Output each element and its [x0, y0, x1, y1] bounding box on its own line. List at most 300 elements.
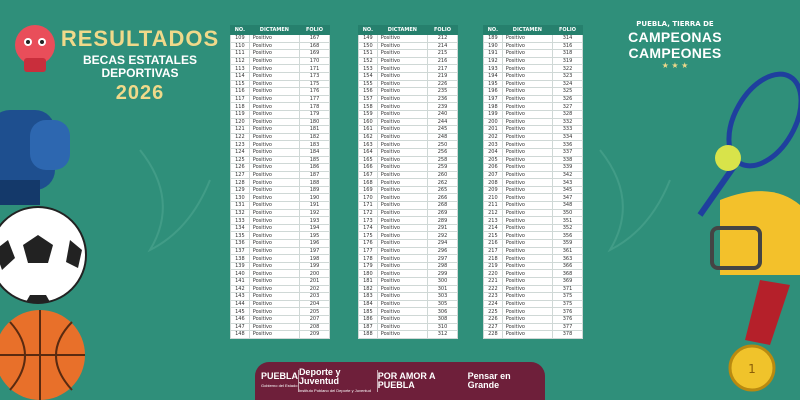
table-row	[231, 224, 330, 232]
row-dictamen: Positivo	[502, 331, 552, 339]
row-dictamen: Positivo	[502, 270, 552, 278]
table-row	[484, 323, 583, 331]
table-row	[359, 156, 458, 164]
row-folio: 312	[428, 331, 458, 339]
row-dictamen: Positivo	[249, 126, 299, 134]
table-row	[231, 110, 330, 118]
row-folio: 334	[553, 133, 583, 141]
row-dictamen: Positivo	[377, 209, 427, 217]
row-number: 206	[484, 164, 503, 172]
row-number: 210	[484, 194, 503, 202]
subtitle-line2: DEPORTIVAS	[101, 66, 179, 80]
row-dictamen: Positivo	[502, 148, 552, 156]
row-number: 144	[231, 300, 250, 308]
table-row	[484, 278, 583, 286]
row-folio: 188	[300, 179, 330, 187]
row-number: 125	[231, 156, 250, 164]
row-dictamen: Positivo	[502, 57, 552, 65]
row-dictamen: Positivo	[377, 148, 427, 156]
row-number: 134	[231, 224, 250, 232]
row-dictamen: Positivo	[502, 88, 552, 96]
row-dictamen: Positivo	[249, 133, 299, 141]
table-row	[484, 315, 583, 323]
row-dictamen: Positivo	[502, 65, 552, 73]
row-dictamen: Positivo	[502, 141, 552, 149]
row-folio: 327	[553, 103, 583, 111]
row-folio: 376	[553, 308, 583, 316]
table-row	[484, 262, 583, 270]
row-number: 176	[359, 240, 378, 248]
row-number: 168	[359, 179, 378, 187]
table-row	[484, 194, 583, 202]
table-row	[484, 95, 583, 103]
table-row	[359, 224, 458, 232]
row-folio: 248	[428, 133, 458, 141]
table-row	[484, 331, 583, 339]
row-folio: 378	[553, 331, 583, 339]
table-row	[359, 293, 458, 301]
row-dictamen: Positivo	[249, 278, 299, 286]
row-number: 119	[231, 110, 250, 118]
results-table-2	[358, 25, 458, 339]
row-dictamen: Positivo	[249, 315, 299, 323]
divider	[377, 370, 378, 392]
row-folio: 323	[553, 72, 583, 80]
row-number: 162	[359, 133, 378, 141]
table-row	[359, 57, 458, 65]
table-row	[231, 315, 330, 323]
row-dictamen: Positivo	[502, 247, 552, 255]
row-number: 153	[359, 65, 378, 73]
row-dictamen: Positivo	[377, 35, 427, 43]
row-folio: 209	[300, 331, 330, 339]
row-dictamen: Positivo	[377, 118, 427, 126]
subtitle-line1: BECAS ESTATALES	[82, 53, 197, 67]
year: 2026	[115, 82, 165, 104]
row-folio: 303	[428, 293, 458, 301]
row-number: 154	[359, 72, 378, 80]
row-folio: 356	[553, 232, 583, 240]
row-folio: 348	[553, 202, 583, 210]
row-number: 142	[231, 285, 250, 293]
row-folio: 203	[300, 293, 330, 301]
row-dictamen: Positivo	[377, 50, 427, 58]
row-dictamen: Positivo	[502, 194, 552, 202]
table-row	[359, 217, 458, 225]
row-dictamen: Positivo	[377, 331, 427, 339]
row-folio: 207	[300, 315, 330, 323]
deporte-logo: Deporte y Juventud Instituto Poblano del Deporte y Juventud	[298, 366, 371, 393]
table-row	[359, 194, 458, 202]
row-folio: 194	[300, 224, 330, 232]
header-folio: FOLIO	[428, 26, 458, 35]
row-dictamen: Positivo	[502, 126, 552, 134]
header-no: NO.	[359, 26, 378, 35]
table-row	[231, 323, 330, 331]
row-number: 179	[359, 262, 378, 270]
row-folio: 185	[300, 156, 330, 164]
row-folio: 259	[428, 164, 458, 172]
table-row	[484, 133, 583, 141]
table-row	[359, 232, 458, 240]
row-number: 128	[231, 179, 250, 187]
row-number: 226	[484, 315, 503, 323]
table-row	[231, 285, 330, 293]
row-number: 161	[359, 126, 378, 134]
table-row	[359, 179, 458, 187]
row-dictamen: Positivo	[502, 50, 552, 58]
table-row	[231, 209, 330, 217]
row-dictamen: Positivo	[249, 240, 299, 248]
row-folio: 375	[553, 293, 583, 301]
row-dictamen: Positivo	[377, 126, 427, 134]
row-dictamen: Positivo	[249, 118, 299, 126]
row-number: 204	[484, 148, 503, 156]
row-dictamen: Positivo	[377, 57, 427, 65]
row-folio: 291	[428, 224, 458, 232]
row-folio: 235	[428, 88, 458, 96]
row-number: 166	[359, 164, 378, 172]
row-dictamen: Positivo	[377, 141, 427, 149]
row-folio: 201	[300, 278, 330, 286]
row-folio: 297	[428, 255, 458, 263]
table-row	[484, 148, 583, 156]
row-number: 137	[231, 247, 250, 255]
row-number: 224	[484, 300, 503, 308]
row-number: 149	[359, 35, 378, 43]
row-folio: 289	[428, 217, 458, 225]
row-dictamen: Positivo	[249, 323, 299, 331]
table-row	[231, 164, 330, 172]
row-folio: 310	[428, 323, 458, 331]
row-folio: 328	[553, 110, 583, 118]
soccer-ball-icon	[0, 207, 86, 303]
row-dictamen: Positivo	[502, 72, 552, 80]
table-row	[231, 57, 330, 65]
row-number: 112	[231, 57, 250, 65]
row-dictamen: Positivo	[377, 224, 427, 232]
row-number: 155	[359, 80, 378, 88]
table-row	[484, 186, 583, 194]
row-folio: 193	[300, 217, 330, 225]
table-row	[359, 42, 458, 50]
row-number: 221	[484, 278, 503, 286]
row-folio: 336	[553, 141, 583, 149]
row-dictamen: Positivo	[502, 255, 552, 263]
row-dictamen: Positivo	[249, 308, 299, 316]
row-dictamen: Positivo	[377, 72, 427, 80]
row-dictamen: Positivo	[249, 217, 299, 225]
header-no: NO.	[231, 26, 250, 35]
table-row	[231, 156, 330, 164]
table-row	[359, 118, 458, 126]
table-row	[231, 95, 330, 103]
row-dictamen: Positivo	[502, 240, 552, 248]
row-folio: 198	[300, 255, 330, 263]
row-number: 198	[484, 103, 503, 111]
table-row	[231, 186, 330, 194]
row-folio: 268	[428, 202, 458, 210]
row-number: 158	[359, 103, 378, 111]
row-number: 220	[484, 270, 503, 278]
table-row	[484, 156, 583, 164]
row-number: 130	[231, 194, 250, 202]
table-row	[359, 50, 458, 58]
row-folio: 180	[300, 118, 330, 126]
row-folio: 191	[300, 202, 330, 210]
row-number: 172	[359, 209, 378, 217]
row-number: 113	[231, 65, 250, 73]
row-number: 123	[231, 141, 250, 149]
table-row	[484, 171, 583, 179]
row-dictamen: Positivo	[249, 80, 299, 88]
row-number: 148	[231, 331, 250, 339]
row-number: 214	[484, 224, 503, 232]
row-dictamen: Positivo	[249, 232, 299, 240]
table-row	[231, 270, 330, 278]
row-dictamen: Positivo	[502, 232, 552, 240]
row-dictamen: Positivo	[502, 179, 552, 187]
row-number: 120	[231, 118, 250, 126]
row-number: 227	[484, 323, 503, 331]
row-number: 213	[484, 217, 503, 225]
row-number: 173	[359, 217, 378, 225]
row-dictamen: Positivo	[249, 148, 299, 156]
row-dictamen: Positivo	[249, 300, 299, 308]
row-number: 131	[231, 202, 250, 210]
header-dictamen: DICTAMEN	[249, 26, 299, 35]
row-folio: 173	[300, 72, 330, 80]
row-dictamen: Positivo	[377, 315, 427, 323]
row-number: 203	[484, 141, 503, 149]
table-row	[231, 80, 330, 88]
row-number: 197	[484, 95, 503, 103]
row-folio: 192	[300, 209, 330, 217]
row-folio: 301	[428, 285, 458, 293]
row-folio: 168	[300, 42, 330, 50]
row-folio: 308	[428, 315, 458, 323]
row-dictamen: Positivo	[249, 50, 299, 58]
table-row	[359, 133, 458, 141]
row-dictamen: Positivo	[377, 278, 427, 286]
row-number: 159	[359, 110, 378, 118]
row-number: 129	[231, 186, 250, 194]
row-folio: 298	[428, 262, 458, 270]
row-folio: 350	[553, 209, 583, 217]
row-folio: 205	[300, 308, 330, 316]
row-number: 135	[231, 232, 250, 240]
row-dictamen: Positivo	[377, 240, 427, 248]
row-folio: 197	[300, 247, 330, 255]
row-number: 110	[231, 42, 250, 50]
table-row	[359, 331, 458, 339]
table-row	[484, 42, 583, 50]
row-folio: 342	[553, 171, 583, 179]
campaign-small: PUEBLA, TIERRA DE	[636, 20, 714, 28]
row-folio: 376	[553, 315, 583, 323]
row-dictamen: Positivo	[502, 35, 552, 43]
row-number: 157	[359, 95, 378, 103]
row-number: 195	[484, 80, 503, 88]
row-dictamen: Positivo	[249, 285, 299, 293]
table-row	[484, 255, 583, 263]
row-dictamen: Positivo	[377, 65, 427, 73]
football-helmet-icon	[712, 191, 800, 275]
row-dictamen: Positivo	[377, 133, 427, 141]
table-row	[359, 278, 458, 286]
header-folio: FOLIO	[300, 26, 330, 35]
row-dictamen: Positivo	[249, 262, 299, 270]
row-dictamen: Positivo	[377, 262, 427, 270]
row-folio: 326	[553, 95, 583, 103]
row-number: 189	[484, 35, 503, 43]
tennis-ball-icon	[715, 145, 741, 171]
table-row	[231, 308, 330, 316]
row-number: 132	[231, 209, 250, 217]
row-number: 183	[359, 293, 378, 301]
table-row	[484, 232, 583, 240]
row-number: 127	[231, 171, 250, 179]
row-folio: 260	[428, 171, 458, 179]
row-dictamen: Positivo	[502, 202, 552, 210]
table-row	[359, 95, 458, 103]
table-row	[359, 300, 458, 308]
row-number: 152	[359, 57, 378, 65]
row-folio: 318	[553, 50, 583, 58]
row-folio: 176	[300, 88, 330, 96]
row-dictamen: Positivo	[249, 141, 299, 149]
row-number: 174	[359, 224, 378, 232]
row-folio: 324	[553, 80, 583, 88]
row-number: 169	[359, 186, 378, 194]
table-row	[231, 179, 330, 187]
table-row	[359, 35, 458, 43]
table-row	[231, 148, 330, 156]
table-row	[359, 126, 458, 134]
row-folio: 351	[553, 217, 583, 225]
row-folio: 258	[428, 156, 458, 164]
row-folio: 337	[553, 148, 583, 156]
table-row	[359, 110, 458, 118]
row-folio: 300	[428, 278, 458, 286]
table-row	[359, 262, 458, 270]
row-folio: 250	[428, 141, 458, 149]
table-row	[359, 255, 458, 263]
row-number: 215	[484, 232, 503, 240]
row-folio: 175	[300, 80, 330, 88]
row-folio: 366	[553, 262, 583, 270]
row-folio: 189	[300, 186, 330, 194]
table-row	[484, 72, 583, 80]
row-folio: 369	[553, 278, 583, 286]
title-block	[60, 28, 220, 105]
row-folio: 195	[300, 232, 330, 240]
row-dictamen: Positivo	[502, 164, 552, 172]
row-dictamen: Positivo	[502, 110, 552, 118]
row-dictamen: Positivo	[502, 156, 552, 164]
table-row	[484, 270, 583, 278]
table-row	[359, 285, 458, 293]
row-folio: 182	[300, 133, 330, 141]
row-dictamen: Positivo	[249, 103, 299, 111]
row-folio: 368	[553, 270, 583, 278]
row-number: 118	[231, 103, 250, 111]
row-folio: 299	[428, 270, 458, 278]
table-row	[359, 323, 458, 331]
row-number: 114	[231, 72, 250, 80]
row-folio: 361	[553, 247, 583, 255]
row-number: 160	[359, 118, 378, 126]
row-number: 124	[231, 148, 250, 156]
row-folio: 363	[553, 255, 583, 263]
table-row	[484, 126, 583, 134]
row-number: 156	[359, 88, 378, 96]
table-row	[231, 240, 330, 248]
row-number: 181	[359, 278, 378, 286]
table-row	[359, 186, 458, 194]
row-number: 201	[484, 126, 503, 134]
row-number: 115	[231, 80, 250, 88]
row-number: 150	[359, 42, 378, 50]
table-row	[231, 262, 330, 270]
row-dictamen: Positivo	[377, 103, 427, 111]
row-number: 143	[231, 293, 250, 301]
row-dictamen: Positivo	[377, 179, 427, 187]
row-dictamen: Positivo	[502, 224, 552, 232]
row-number: 170	[359, 194, 378, 202]
table-row	[231, 300, 330, 308]
row-dictamen: Positivo	[377, 80, 427, 88]
row-number: 196	[484, 88, 503, 96]
table-row	[484, 35, 583, 43]
row-folio: 217	[428, 65, 458, 73]
table-row	[484, 209, 583, 217]
row-folio: 204	[300, 300, 330, 308]
puebla-logo: PUEBLA Gobierno del Estado	[261, 371, 299, 388]
row-folio: 177	[300, 95, 330, 103]
results-table-3	[483, 25, 583, 339]
row-number: 165	[359, 156, 378, 164]
table-row	[359, 72, 458, 80]
row-dictamen: Positivo	[377, 164, 427, 172]
row-number: 228	[484, 331, 503, 339]
row-folio: 244	[428, 118, 458, 126]
table-row	[359, 164, 458, 172]
row-number: 164	[359, 148, 378, 156]
row-dictamen: Positivo	[377, 217, 427, 225]
table-row	[484, 80, 583, 88]
table-row	[484, 179, 583, 187]
row-folio: 236	[428, 95, 458, 103]
row-folio: 208	[300, 323, 330, 331]
row-dictamen: Positivo	[249, 72, 299, 80]
row-number: 218	[484, 255, 503, 263]
row-number: 167	[359, 171, 378, 179]
row-folio: 262	[428, 179, 458, 187]
table-row	[231, 50, 330, 58]
row-folio: 196	[300, 240, 330, 248]
row-folio: 169	[300, 50, 330, 58]
table-row	[484, 224, 583, 232]
row-dictamen: Positivo	[249, 164, 299, 172]
row-folio: 170	[300, 57, 330, 65]
row-folio: 371	[553, 285, 583, 293]
table-row	[231, 217, 330, 225]
table-row	[484, 247, 583, 255]
row-folio: 266	[428, 194, 458, 202]
row-folio: 325	[553, 88, 583, 96]
row-dictamen: Positivo	[502, 95, 552, 103]
